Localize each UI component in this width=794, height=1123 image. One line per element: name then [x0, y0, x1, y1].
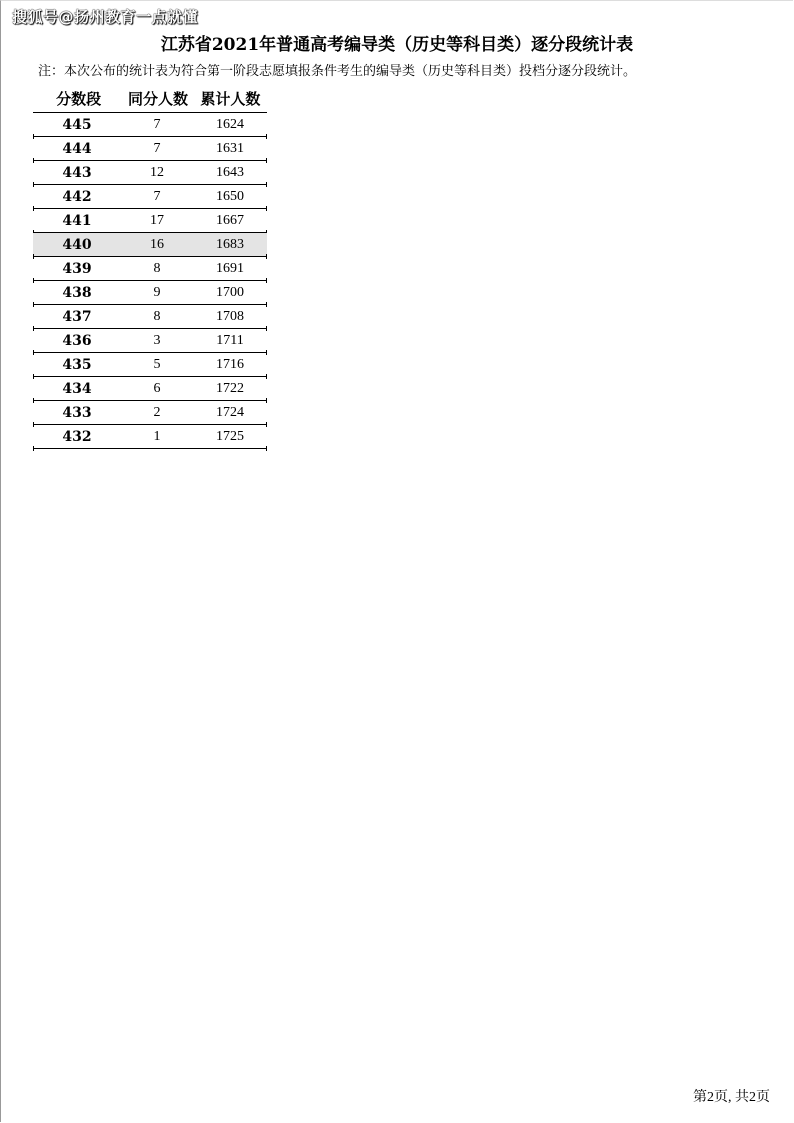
cell-same-count: 8: [153, 308, 161, 324]
score-table: [33, 84, 267, 449]
cell-cumulative: 1650: [216, 188, 244, 204]
table-row: [33, 305, 267, 329]
cell-score: 436: [62, 332, 92, 349]
table-row: [33, 161, 267, 185]
cell-same-count: 7: [153, 188, 161, 204]
cell-cumulative: 1683: [216, 236, 244, 252]
table-row: [33, 425, 267, 449]
table-row: [33, 185, 267, 209]
cell-cumulative: 1631: [216, 140, 244, 156]
table-row: [33, 281, 267, 305]
cell-score: 442: [62, 188, 92, 205]
cell-same-count: 9: [153, 284, 161, 300]
cell-score: 445: [62, 116, 92, 133]
table-row: [33, 329, 267, 353]
page-number: 第2页, 共2页: [693, 1090, 770, 1105]
cell-score: 440: [62, 236, 92, 253]
table-row: [33, 209, 267, 233]
cell-score: 441: [62, 212, 92, 229]
cell-same-count: 12: [150, 164, 164, 180]
header-same-count: 同分人数: [127, 89, 188, 108]
cell-same-count: 5: [153, 356, 161, 372]
cell-score: 435: [62, 356, 92, 373]
cell-score: 432: [62, 428, 92, 445]
table-row: [33, 257, 267, 281]
table-row: [33, 377, 267, 401]
cell-cumulative: 1708: [216, 308, 244, 324]
table-row: [33, 353, 267, 377]
cell-score: 433: [62, 404, 92, 421]
cell-same-count: 3: [153, 332, 161, 348]
watermark: 搜狐号@扬州教育一点就懂: [12, 8, 199, 26]
table-row: [33, 113, 267, 137]
table-body: [33, 113, 267, 449]
cell-same-count: 16: [150, 236, 164, 252]
cell-same-count: 8: [153, 260, 161, 276]
header-cumulative: 累计人数: [200, 89, 261, 108]
cell-cumulative: 1624: [216, 116, 244, 132]
cell-score: 443: [62, 164, 92, 181]
cell-same-count: 2: [153, 404, 161, 420]
table-row: [33, 137, 267, 161]
cell-same-count: 7: [153, 116, 161, 132]
table-row: [33, 401, 267, 425]
cell-cumulative: 1700: [216, 284, 244, 300]
table-header: [33, 84, 267, 113]
cell-score: 439: [62, 260, 92, 277]
cell-score: 438: [62, 284, 92, 301]
cell-same-count: 1: [153, 428, 161, 444]
cell-cumulative: 1667: [216, 212, 244, 228]
cell-same-count: 6: [153, 380, 161, 396]
cell-cumulative: 1722: [216, 380, 244, 396]
cell-cumulative: 1716: [216, 356, 244, 372]
cell-cumulative: 1725: [216, 428, 244, 444]
page-title: 江苏省2021年普通高考编导类（历史等科目类）逐分段统计表: [160, 35, 634, 55]
cell-same-count: 17: [150, 212, 164, 228]
header-score: 分数段: [56, 89, 102, 108]
cell-score: 437: [62, 308, 92, 325]
cell-cumulative: 1711: [216, 332, 244, 348]
table-row: [33, 233, 267, 257]
cell-cumulative: 1691: [216, 260, 244, 276]
table-note: 注：本次公布的统计表为符合第一阶段志愿填报条件考生的编导类（历史等科目类）投档分逐分段统计。: [38, 64, 637, 79]
cell-score: 434: [62, 380, 92, 397]
cell-same-count: 7: [153, 140, 161, 156]
cell-cumulative: 1643: [216, 164, 244, 180]
cell-cumulative: 1724: [216, 404, 244, 420]
cell-score: 444: [62, 140, 92, 157]
